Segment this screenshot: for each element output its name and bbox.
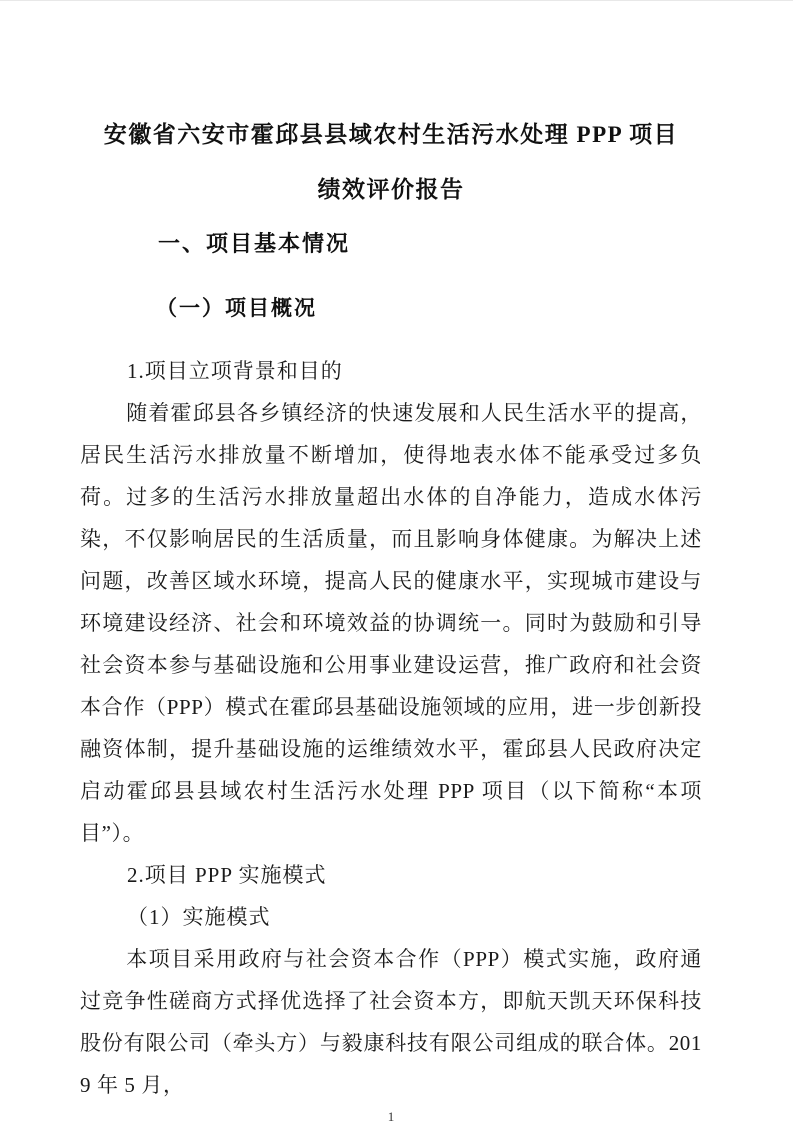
paragraph-project-background: 随着霍邱县各乡镇经济的快速发展和人民生活水平的提高，居民生活污水排放量不断增加，使得地表水体不能承受过多负荷。过多的生活污水排放量超出水体的自净能力，造成水体污染，不仅影响居民的生活质量，而且影响身体健康。为解决上述问题，改善区域水环境，提高人民的健康水平，实现城市建设与环境建设经济、社会和环境效益的协调统一。同时为鼓励和引导社会资本参与基础设施和公用事业建设运营，推广政府和社会资本合作（PPP）模式在霍邱县基础设施领域的应用，进一步创新投融资体制，提升基础设施的运维绩效水平，霍邱县人民政府决定启动霍邱县县域农村生活污水处理 PPP 项目（以下简称“本项目”）。 xyxy=(80,401,702,845)
heading-project-basic-info: 一、项目基本情况 xyxy=(158,231,351,256)
report-title-line-1: 安徽省六安市霍邱县县域农村生活污水处理 PPP 项目 xyxy=(103,122,679,147)
paragraph-implementation-mode: 本项目采用政府与社会资本合作（PPP）模式实施，政府通过竞争性磋商方式择优选择了社会资本方，即航天凯天环保科技股份有限公司（牵头方）与毅康科技有限公司组成的联合体。2019 年 5 月， xyxy=(80,947,702,1097)
subheading-ppp-implementation-mode: 2.项目 PPP 实施模式 xyxy=(127,863,327,887)
subheading-project-background-purpose: 1.项目立项背景和目的 xyxy=(127,359,343,383)
page-footer xyxy=(80,1108,702,1122)
heading-project-overview: （一）项目概况 xyxy=(156,296,317,320)
page-number: 1 xyxy=(387,1109,395,1122)
subheading-implementation-mode: （1）实施模式 xyxy=(127,905,271,929)
report-title-line-2: 绩效评价报告 xyxy=(317,177,465,202)
